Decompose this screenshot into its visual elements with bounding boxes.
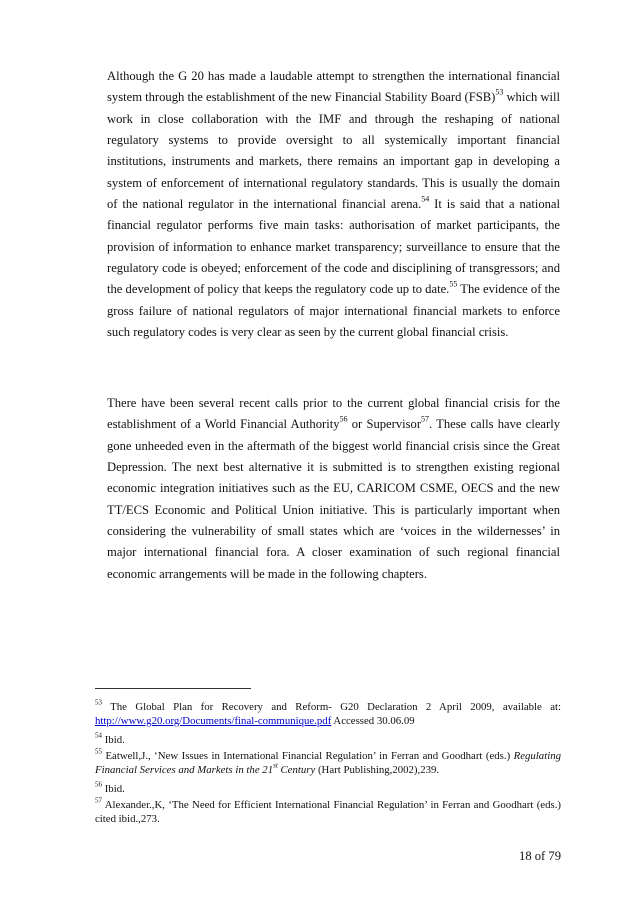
paragraph-1-text-3: It is said that a national financial regulator performs five main tasks: authorisation of market participants, the provision of information to enhance market transparency; surveillance to ensure that the regulatory code is obeyed; enforcement of the code and disciplining of transgressors; and the development of policy that keeps the regulatory code up to date. <box>107 197 561 297</box>
paragraph-2-text-2: or Supervisor <box>347 417 422 432</box>
footnote-54-number: 54 <box>95 731 102 740</box>
footnote-53 <box>95 700 561 728</box>
footnote-55-title-part-2: Century <box>277 764 316 776</box>
footnote-53-text: The Global Plan for Recovery and Reform- G20 Declaration 2 April 2009, available at: <box>102 701 561 713</box>
footnote-55-number: 55 <box>95 747 102 756</box>
footnote-56 <box>95 782 561 796</box>
footnote-ref-54[interactable]: 54 <box>421 194 430 204</box>
footnote-55-publisher: (Hart Publishing,2002),239. <box>315 764 440 776</box>
footnote-53-accessed: Accessed 30.06.09 <box>331 715 415 727</box>
footnote-ref-56[interactable]: 56 <box>339 414 348 424</box>
footnote-ref-57[interactable]: 57 <box>421 414 430 424</box>
body-paragraph-2 <box>107 393 560 585</box>
footnote-56-text: Ibid. <box>102 783 125 795</box>
footnote-56-number: 56 <box>95 780 102 789</box>
footnote-53-number: 53 <box>95 698 102 707</box>
footnote-55-text: Eatwell,J., ‘New Issues in International Financial Regulation’ in Ferran and Goodhart (eds.) <box>102 750 514 762</box>
footnote-ref-53[interactable]: 53 <box>495 87 504 97</box>
footnote-53-link[interactable]: http://www.g20.org/Documents/final-communique.pdf <box>95 715 332 727</box>
footnote-separator <box>95 688 251 689</box>
paragraph-1-text-4: The evidence of the gross failure of national regulators of major international financial markets to enforce such regulatory codes is very clear as seen by the current global financial crisis. <box>107 282 560 340</box>
footnote-55-title-part-1: Regulating Financial Services and Markets in the 21 <box>95 750 561 776</box>
footnote-54-text: Ibid. <box>102 734 125 746</box>
page-number: 18 of 79 <box>519 849 561 863</box>
footnote-54 <box>95 733 561 747</box>
footnote-55-ordinal: st <box>273 761 278 770</box>
body-paragraph-1 <box>107 66 560 343</box>
paragraph-2-text-1: There have been several recent calls prior to the current global financial crisis for the establishment of a World Financial Authority <box>107 396 560 432</box>
footnote-57-number: 57 <box>95 796 102 805</box>
paragraph-1-text-2: which will work in close collaboration with the IMF and through the reshaping of national regulatory systems to provide oversight to all systemically important financial institutions, instruments and markets, there remains an important gap in developing a system of enforcement of international regulatory standards. This is usually the domain of the national regulator in the international financial arena. <box>107 90 560 212</box>
paragraph-1-text-1: Although the G 20 has made a laudable attempt to strengthen the international financial system through the establishment of the new Financial Stability Board (FSB) <box>107 69 560 105</box>
footnote-57 <box>95 798 561 826</box>
footnote-55 <box>95 749 561 777</box>
footnote-ref-55[interactable]: 55 <box>449 280 458 290</box>
footnote-57-text: Alexander.,K, ‘The Need for Efficient International Financial Regulation’ in Ferran and Goodhart (eds.) cited ibid.,273. <box>95 799 561 825</box>
paragraph-2-text-3: . These calls have clearly gone unheeded even in the aftermath of the biggest world financial crisis since the Great Depression. The next best alternative it is submitted is to strengthen existing regional economic integration initiatives such as the EU, CARICOM CSME, OECS and the new TT/ECS Economic and Political Union initiative. This is particularly important when considering the vulnerability of small states which are ‘voices in the wildernesses’ in major international financial fora. A closer examination of such regional financial economic arrangements will be made in the following chapters. <box>107 417 560 581</box>
